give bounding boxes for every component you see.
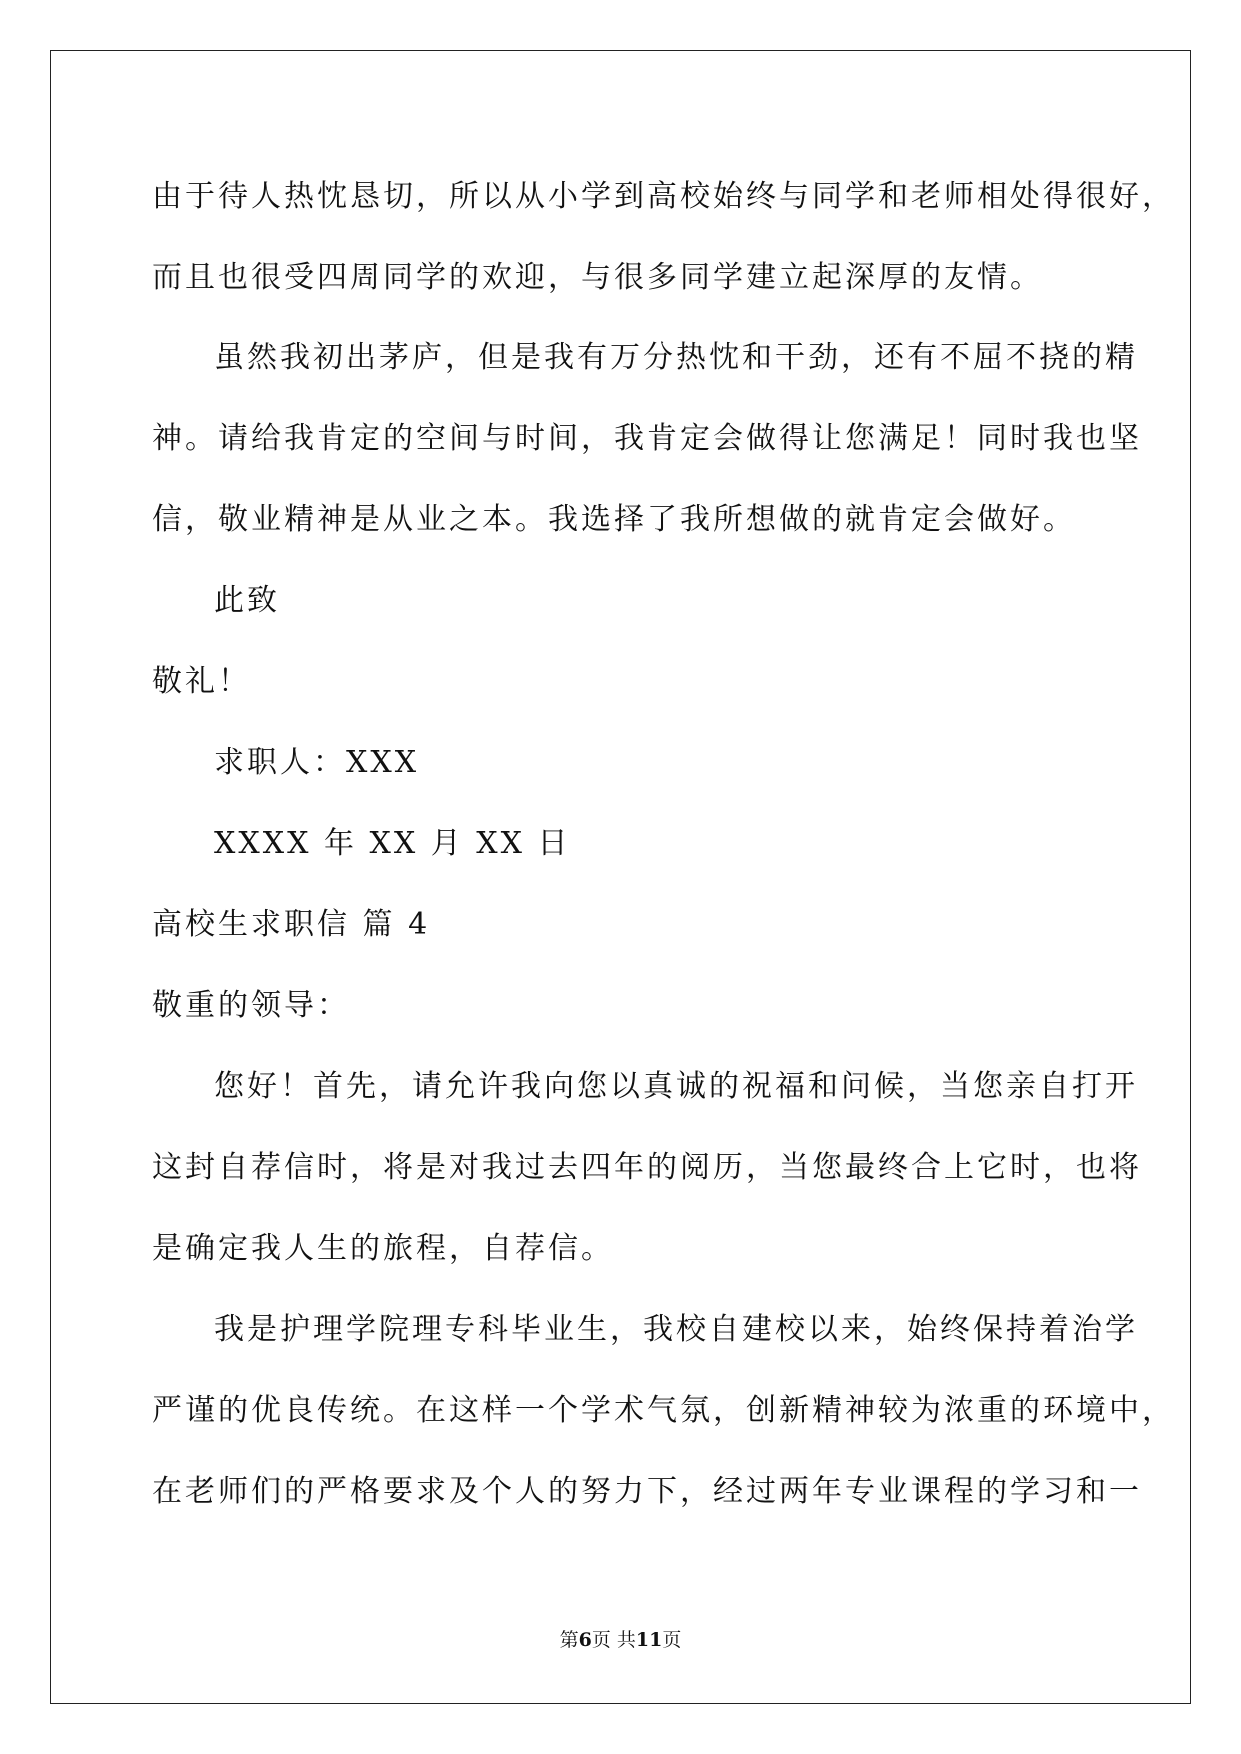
text-line: 神。请给我肯定的空间与时间，我肯定会做得让您满足！同时我也坚 [152, 421, 1142, 456]
page-prefix: 第 [559, 1629, 579, 1651]
text-line: 是确定我人生的旅程，自荐信。 [152, 1231, 614, 1266]
greeting: 敬重的领导： [152, 988, 350, 1023]
text-line: 严谨的优良传统。在这样一个学术气氛，创新精神较为浓重的环境中， [152, 1393, 1175, 1428]
salutation-respect: 敬礼！ [152, 664, 251, 699]
page-number [0, 1628, 1241, 1652]
text-line: 在老师们的严格要求及个人的努力下，经过两年专业课程的学习和一 [152, 1474, 1142, 1509]
page-suffix: 页 [662, 1629, 682, 1651]
letter-date: XXXX 年 XX 月 XX 日 [214, 826, 571, 861]
page-current: 6 [578, 1629, 592, 1651]
text-line: 由于待人热忱恳切，所以从小学到高校始终与同学和老师相处得很好， [152, 179, 1175, 214]
text-line: 而且也很受四周同学的欢迎，与很多同学建立起深厚的友情。 [152, 260, 1043, 295]
page-mid: 页 共 [591, 1629, 636, 1651]
section-heading: 高校生求职信 篇 4 [152, 907, 431, 942]
text-line: 这封自荐信时，将是对我过去四年的阅历，当您最终合上它时，也将 [152, 1150, 1142, 1185]
text-line: 虽然我初出茅庐，但是我有万分热忱和干劲，还有不屈不挠的精 [214, 340, 1138, 375]
text-line: 信，敬业精神是从业之本。我选择了我所想做的就肯定会做好。 [152, 502, 1076, 537]
applicant-signature: 求职人：XXX [214, 745, 420, 780]
text-line: 我是护理学院理专科毕业生，我校自建校以来，始终保持着治学 [214, 1312, 1138, 1347]
text-line: 您好！首先，请允许我向您以真诚的祝福和问候，当您亲自打开 [214, 1069, 1138, 1104]
salutation-closing: 此致 [214, 583, 280, 618]
page-border [50, 50, 1191, 1704]
page-total: 11 [635, 1629, 663, 1651]
